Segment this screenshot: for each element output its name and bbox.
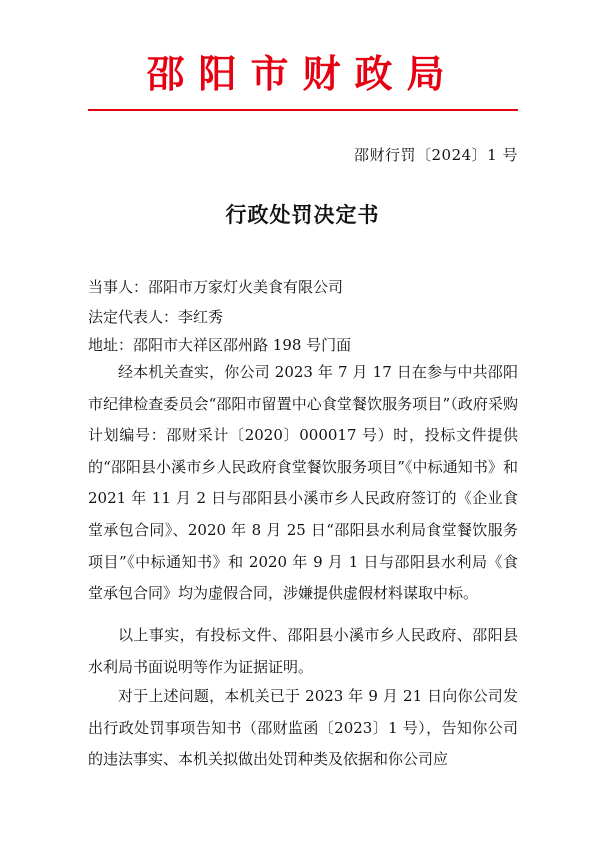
letterhead-org-name: 邵阳市财政局	[146, 51, 459, 96]
legal-representative-line: 法定代表人：李红秀	[88, 308, 224, 326]
document-number: 邵财行罚〔2024〕1 号	[354, 146, 518, 164]
document-title: 行政处罚决定书	[225, 202, 380, 227]
address-line: 地址：邵阳市大祥区邵州路 198 号门面	[88, 336, 352, 354]
party-name-line: 当事人：邵阳市万家灯火美食有限公司	[88, 278, 344, 296]
body-paragraph-notice: 对于上述问题，本机关已于 2023 年 9 月 21 日向你公司发出行政处罚事项告知书（邵财监函〔2023〕1 号），告知你公司的违法事实、本机关拟做出处罚种类及依据和你公司应	[88, 687, 518, 769]
letterhead-red-rule	[88, 109, 518, 111]
body-paragraph-findings: 经本机关查实，你公司 2023 年 7 月 17 日在参与中共邵阳市纪律检查委员会“邵阳市留置中心食堂餐饮服务项目”（政府采购计划编号：邵财采计〔2020〕000017 号）时，投标文件提供的“邵阳县小溪市乡人民政府食堂餐饮服务项目”《中标通知书》和 2021 年 11 月 2 日与邵阳县小溪市乡人民政府签订的《企业食堂承包合同》、2020 年 8 月 25 日“邵阳县水利局食堂餐饮服务项目”《中标通知书》和 2020 年 9 月 1 日与邵阳县水利局《食堂承包合同》均为虚假合同，涉嫌提供虚假材料谋取中标。	[88, 363, 518, 603]
body-paragraph-evidence: 以上事实，有投标文件、邵阳县小溪市乡人民政府、邵阳县水利局书面说明等作为证据证明。	[88, 626, 518, 676]
